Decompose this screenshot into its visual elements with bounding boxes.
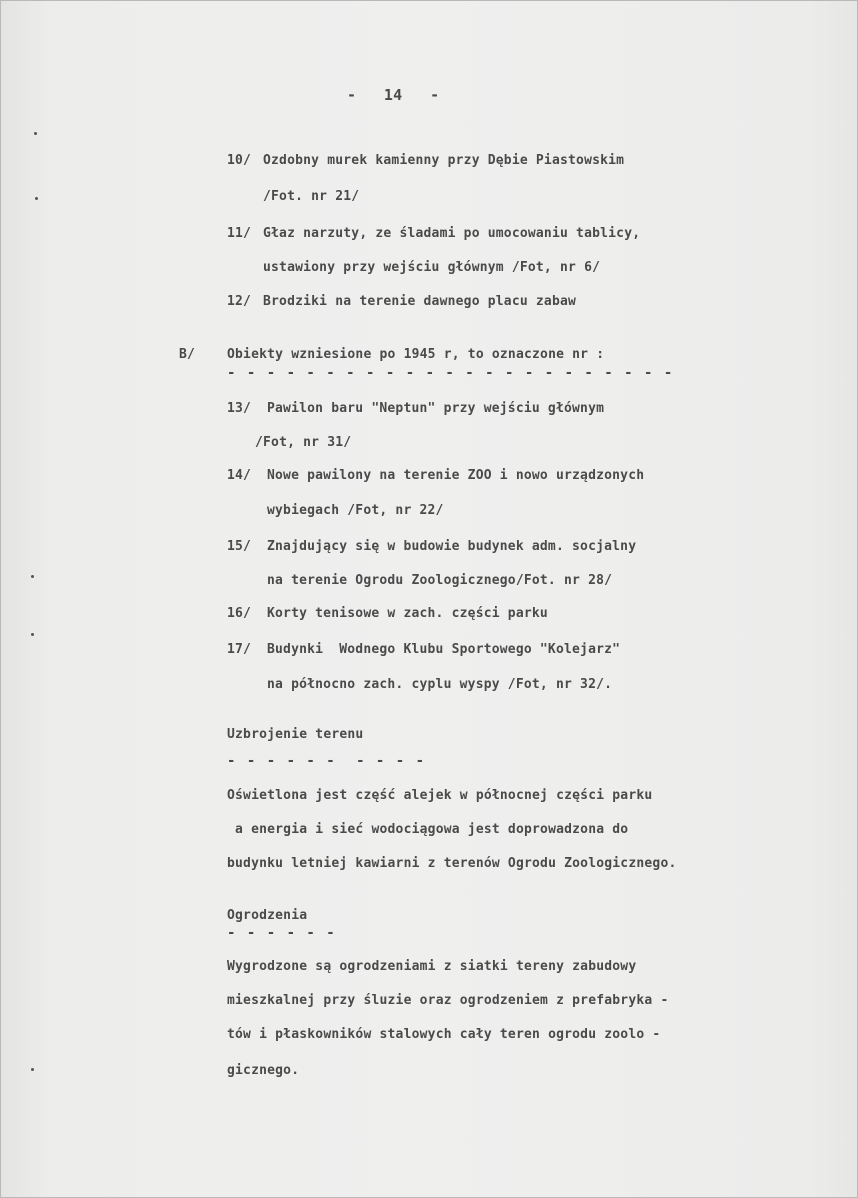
item-number: 13/ bbox=[227, 401, 252, 416]
paragraph-line: mieszkalnej przy śluzie oraz ogrodzeniem z prefabryka - bbox=[227, 993, 669, 1008]
item-text: /Fot, nr 31/ bbox=[255, 435, 352, 450]
paragraph-line: Oświetlona jest część alejek w północnej części parku bbox=[227, 788, 653, 803]
item-number: 11/ bbox=[227, 226, 252, 241]
section-label: B/ bbox=[179, 347, 196, 362]
section-heading-underline: - - - - - - - - - - - - - - - - - - - - - - - bbox=[227, 365, 674, 381]
paragraph-line: budynku letniej kawiarni z terenów Ogrodu Zoologicznego. bbox=[227, 856, 677, 871]
item-number: 14/ bbox=[227, 468, 252, 483]
uzbrojenie-heading-underline: - - - - - - - - - - bbox=[227, 753, 426, 769]
margin-speck bbox=[34, 132, 37, 135]
item-number: 17/ bbox=[227, 642, 252, 657]
margin-speck bbox=[31, 575, 34, 578]
item-text: na północno zach. cyplu wyspy /Fot, nr 32/. bbox=[267, 677, 613, 692]
paragraph-line: tów i płaskowników stalowych cały teren ogrodu zoolo - bbox=[227, 1027, 661, 1042]
margin-speck bbox=[31, 1068, 34, 1071]
item-text: na terenie Ogrodu Zoologicznego/Fot. nr 28/ bbox=[267, 573, 613, 588]
item-text: Głaz narzuty, ze śladami po umocowaniu tablicy, bbox=[263, 226, 641, 241]
item-text: Znajdujący się w budowie budynek adm. socjalny bbox=[267, 539, 637, 554]
item-number: 12/ bbox=[227, 294, 252, 309]
item-text: Nowe pawilony na terenie ZOO i nowo urządzonych bbox=[267, 468, 645, 483]
paragraph-line: gicznego. bbox=[227, 1063, 300, 1078]
item-text: Korty tenisowe w zach. części parku bbox=[267, 606, 548, 621]
ogrodzenia-heading-underline: - - - - - - bbox=[227, 925, 337, 941]
item-text: ustawiony przy wejściu głównym /Fot, nr 6/ bbox=[263, 260, 601, 275]
uzbrojenie-heading: Uzbrojenie terenu bbox=[227, 727, 364, 742]
item-text: /Fot. nr 21/ bbox=[263, 189, 360, 204]
page-number: - 14 - bbox=[347, 86, 440, 104]
item-number: 10/ bbox=[227, 153, 252, 168]
section-heading: Obiekty wzniesione po 1945 r, to oznaczone nr : bbox=[227, 347, 605, 362]
item-text: Budynki Wodnego Klubu Sportowego "Kolejarz" bbox=[267, 642, 621, 657]
item-number: 16/ bbox=[227, 606, 252, 621]
paragraph-line: a energia i sieć wodociągowa jest doprowadzona do bbox=[227, 822, 629, 837]
margin-speck bbox=[35, 197, 38, 200]
item-text: Pawilon baru "Neptun" przy wejściu głównym bbox=[267, 401, 605, 416]
item-text: Brodziki na terenie dawnego placu zabaw bbox=[263, 294, 577, 309]
item-text: wybiegach /Fot, nr 22/ bbox=[267, 503, 444, 518]
item-number: 15/ bbox=[227, 539, 252, 554]
paragraph-line: Wygrodzone są ogrodzeniami z siatki tereny zabudowy bbox=[227, 959, 637, 974]
item-text: Ozdobny murek kamienny przy Dębie Piastowskim bbox=[263, 153, 625, 168]
ogrodzenia-heading: Ogrodzenia bbox=[227, 908, 308, 923]
margin-speck bbox=[31, 633, 34, 636]
